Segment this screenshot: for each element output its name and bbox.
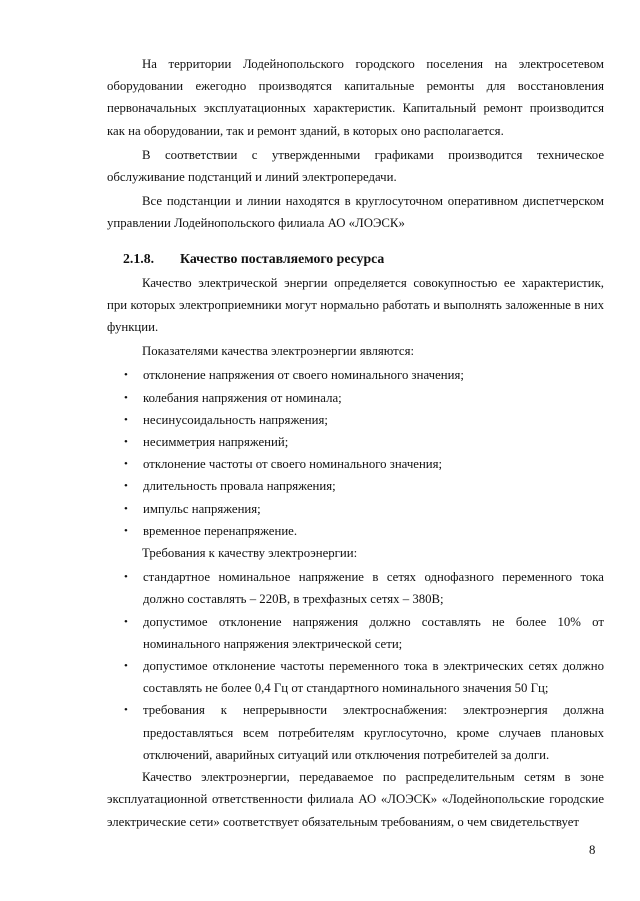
list-item [107, 409, 604, 431]
bullet-icon: • [124, 391, 128, 404]
bullet-icon: • [124, 480, 128, 493]
bullet-icon: • [124, 704, 128, 717]
list-item [107, 475, 604, 497]
list-item-text: допустимое отклонение напряжения должно составлять не более 10% от номинального напряжения электрической сети; [143, 614, 604, 651]
intro-paragraph-1: На территории Лодейнопольского городского поселения на электросетевом оборудовании ежегодно производятся капитальные ремонты для восстановления первоначальных эксплуатационных характеристик. Капитальный ремонт производится как на оборудовании, так и ремонт зданий, в которых оно располагается. [107, 57, 604, 138]
indicators-list [107, 364, 604, 542]
intro-paragraph-2: В соответствии с утвержденными графиками производится техническое обслуживание подстанций и линий электропередачи. [107, 147, 604, 185]
list-item-text: стандартное номинальное напряжение в сетях однофазного переменного тока должно составлять – 220В, в трехфазных сетях – 380В; [143, 570, 604, 607]
list-item-text: длительность провала напряжения; [143, 479, 336, 494]
list-item-text: несимметрия напряжений; [143, 435, 289, 450]
indicators-intro: Показателями качества электроэнергии являются: [142, 344, 415, 359]
list-item [107, 566, 604, 610]
bullet-icon: • [124, 502, 128, 515]
list-item-text: допустимое отклонение частоты переменного тока в электрических сетях должно составлять не более 0,4 Гц от стандартного номинального значения 50 Гц; [143, 659, 604, 696]
list-item-text: колебания напряжения от номинала; [143, 390, 342, 405]
list-item [107, 431, 604, 453]
section-number: 2.1.8. [123, 250, 155, 266]
bullet-icon: • [124, 524, 128, 537]
bullet-icon: • [124, 660, 128, 673]
list-item-text: несинусоидальность напряжения; [143, 412, 328, 427]
section-heading [123, 248, 604, 270]
bullet-icon: • [124, 615, 128, 628]
list-item-text: требования к непрерывности электроснабжения: электроэнергия должна предоставляться всем потребителям круглосуточно, кроме случаев плановых отключений, аварийных ситуаций или отключения потребителей за долги. [143, 703, 604, 762]
list-item [107, 364, 604, 386]
section-title: Качество поставляемого ресурса [180, 250, 385, 266]
list-item [107, 520, 604, 542]
list-item-text: импульс напряжения; [143, 501, 261, 516]
list-item [107, 699, 604, 766]
list-item [107, 655, 604, 699]
page-number: 8 [589, 843, 596, 857]
bullet-icon: • [124, 436, 128, 449]
bullet-icon: • [124, 413, 128, 426]
intro-paragraph-3: Все подстанции и линии находятся в круглосуточном оперативном диспетчерском управлении Лодейнопольского филиала АО «ЛОЭСК» [107, 194, 604, 231]
requirements-list [107, 566, 604, 766]
bullet-icon: • [124, 571, 128, 584]
list-item-text: временное перенапряжение. [143, 523, 298, 538]
list-item [107, 453, 604, 475]
list-item [107, 387, 604, 409]
list-item [107, 611, 604, 655]
requirements-intro: Требования к качеству электроэнергии: [142, 546, 358, 561]
closing-paragraph: Качество электроэнергии, передаваемое по распределительным сетям в зоне эксплуатационной ответственности филиала АО «ЛОЭСК» «Лодейнопольские городские электрические сети» соответствует обязательным требованиям, о чем свидетельствует [107, 770, 604, 829]
bullet-icon: • [124, 369, 128, 382]
list-item-text: отклонение частоты от своего номинального значения; [143, 457, 443, 472]
list-item-text: отклонение напряжения от своего номинального значения; [143, 368, 464, 383]
definition-paragraph: Качество электрической энергии определяется совокупностью ее характеристик, при которых электроприемники могут нормально работать и выполнять заложенные в них функции. [107, 275, 604, 335]
bullet-icon: • [124, 458, 128, 471]
list-item [107, 498, 604, 520]
page-body [107, 53, 604, 833]
